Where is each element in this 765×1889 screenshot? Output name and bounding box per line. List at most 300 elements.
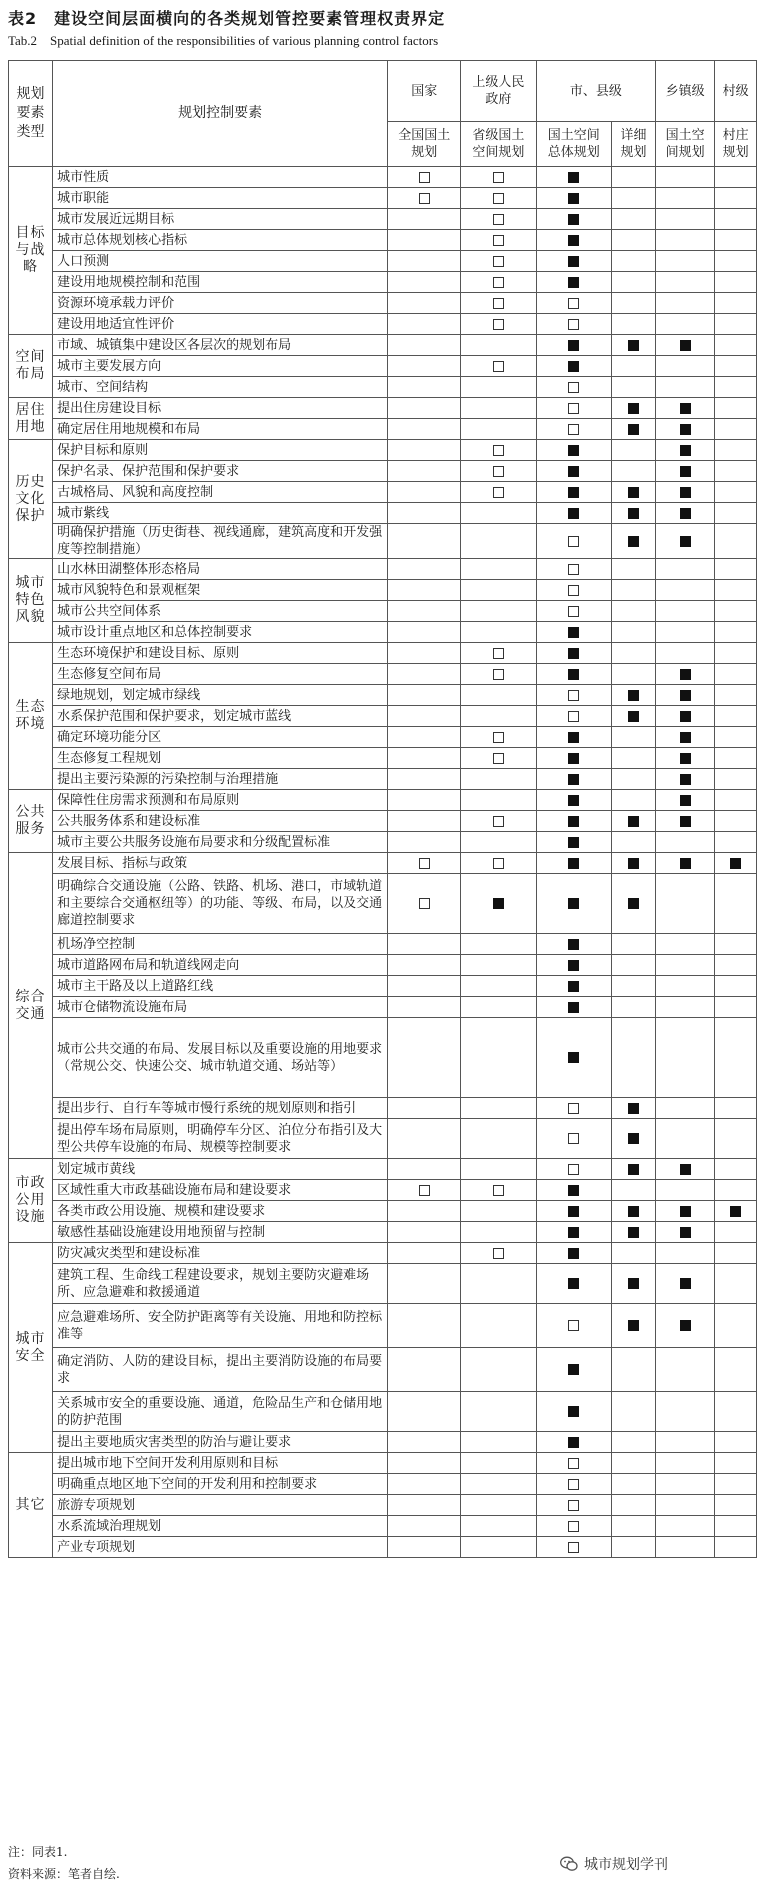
filled-square-mark bbox=[568, 1052, 579, 1063]
category-cell: 其它 bbox=[9, 1453, 53, 1558]
element-cell: 敏感性基础设施建设用地预留与控制 bbox=[53, 1222, 388, 1243]
mark-cell bbox=[536, 1392, 611, 1432]
mark-cell bbox=[461, 482, 536, 503]
mark-cell bbox=[715, 1243, 757, 1264]
element-cell: 城市、空间结构 bbox=[53, 377, 388, 398]
table-title-en: Tab.2 Spatial definition of the responsibilities of various planning control factors bbox=[8, 33, 439, 48]
mark-cell bbox=[715, 1180, 757, 1201]
mark-cell bbox=[612, 1180, 656, 1201]
element-cell: 保护目标和原则 bbox=[53, 440, 388, 461]
filled-square-mark bbox=[568, 816, 579, 827]
mark-cell bbox=[388, 335, 461, 356]
mark-cell bbox=[715, 664, 757, 685]
filled-square-mark bbox=[628, 1206, 639, 1217]
filled-square-mark bbox=[568, 193, 579, 204]
mark-cell bbox=[612, 377, 656, 398]
mark-cell bbox=[536, 1495, 611, 1516]
mark-cell bbox=[388, 811, 461, 832]
table-row bbox=[9, 1180, 757, 1201]
table-row bbox=[9, 1018, 757, 1098]
mark-cell bbox=[612, 1222, 656, 1243]
table-row bbox=[9, 874, 757, 934]
table-row bbox=[9, 209, 757, 230]
watermark-text: 城市规划学刊 bbox=[584, 1857, 668, 1873]
mark-cell bbox=[388, 706, 461, 727]
mark-cell bbox=[388, 955, 461, 976]
element-cell: 城市职能 bbox=[53, 188, 388, 209]
element-cell: 确定环境功能分区 bbox=[53, 727, 388, 748]
mark-cell bbox=[715, 685, 757, 706]
element-cell: 提出停车场布局原则，明确停车分区、泊位分布指引及大型公共停车设施的布局、规模等控制要求 bbox=[53, 1119, 388, 1159]
table-row bbox=[9, 1222, 757, 1243]
mark-cell bbox=[612, 440, 656, 461]
mark-cell bbox=[536, 832, 611, 853]
mark-cell bbox=[461, 461, 536, 482]
mark-cell bbox=[388, 934, 461, 955]
mark-cell bbox=[461, 335, 536, 356]
mark-cell bbox=[461, 1304, 536, 1348]
mark-cell bbox=[715, 293, 757, 314]
open-square-mark bbox=[568, 424, 579, 435]
mark-cell bbox=[715, 976, 757, 997]
mark-cell bbox=[656, 1098, 715, 1119]
mark-cell bbox=[656, 1537, 715, 1558]
mark-cell bbox=[656, 230, 715, 251]
mark-cell bbox=[388, 398, 461, 419]
mark-cell bbox=[656, 790, 715, 811]
mark-cell bbox=[715, 1159, 757, 1180]
mark-cell bbox=[612, 1392, 656, 1432]
mark-cell bbox=[536, 524, 611, 559]
category-cell: 城市安全 bbox=[9, 1243, 53, 1453]
element-cell: 保障性住房需求预测和布局原则 bbox=[53, 790, 388, 811]
open-square-mark bbox=[568, 298, 579, 309]
mark-cell bbox=[656, 188, 715, 209]
table-row bbox=[9, 524, 757, 559]
category-cell: 目标与战略 bbox=[9, 167, 53, 335]
open-square-mark bbox=[568, 564, 579, 575]
mark-cell bbox=[656, 1180, 715, 1201]
mark-cell bbox=[612, 1243, 656, 1264]
open-square-mark bbox=[493, 816, 504, 827]
table-row bbox=[9, 790, 757, 811]
mark-cell bbox=[388, 440, 461, 461]
filled-square-mark bbox=[628, 1133, 639, 1144]
mark-cell bbox=[715, 461, 757, 482]
mark-cell bbox=[656, 976, 715, 997]
mark-cell bbox=[536, 482, 611, 503]
filled-square-mark bbox=[568, 487, 579, 498]
mark-cell bbox=[612, 643, 656, 664]
mark-cell bbox=[536, 748, 611, 769]
mark-cell bbox=[388, 832, 461, 853]
mark-cell bbox=[461, 419, 536, 440]
element-cell: 水系保护范围和保护要求，划定城市蓝线 bbox=[53, 706, 388, 727]
element-cell: 城市发展近远期目标 bbox=[53, 209, 388, 230]
mark-cell bbox=[461, 524, 536, 559]
category-cell: 历史文化保护 bbox=[9, 440, 53, 559]
table-row bbox=[9, 664, 757, 685]
mark-cell bbox=[715, 524, 757, 559]
mark-cell bbox=[656, 1018, 715, 1098]
open-square-mark bbox=[493, 193, 504, 204]
element-cell: 确定居住用地规模和布局 bbox=[53, 419, 388, 440]
mark-cell bbox=[656, 209, 715, 230]
mark-cell bbox=[536, 1098, 611, 1119]
mark-cell bbox=[656, 601, 715, 622]
element-cell: 资源环境承载力评价 bbox=[53, 293, 388, 314]
mark-cell bbox=[388, 1018, 461, 1098]
open-square-mark bbox=[493, 256, 504, 267]
mark-cell bbox=[536, 188, 611, 209]
mark-cell bbox=[461, 440, 536, 461]
open-square-mark bbox=[568, 1103, 579, 1114]
mark-cell bbox=[388, 1201, 461, 1222]
element-cell: 明确保护措施（历史街巷、视线通廊，建筑高度和开发强度等控制措施） bbox=[53, 524, 388, 559]
filled-square-mark bbox=[568, 732, 579, 743]
element-cell: 生态修复空间布局 bbox=[53, 664, 388, 685]
mark-cell bbox=[612, 251, 656, 272]
mark-cell bbox=[461, 1243, 536, 1264]
mark-cell bbox=[536, 580, 611, 601]
mark-cell bbox=[656, 503, 715, 524]
mark-cell bbox=[388, 1348, 461, 1392]
element-cell: 城市道路网布局和轨道线网走向 bbox=[53, 955, 388, 976]
element-cell: 提出主要污染源的污染控制与治理措施 bbox=[53, 769, 388, 790]
table-row bbox=[9, 1243, 757, 1264]
mark-cell bbox=[461, 1537, 536, 1558]
open-square-mark bbox=[568, 1133, 579, 1144]
table-row bbox=[9, 727, 757, 748]
element-cell: 发展目标、指标与政策 bbox=[53, 853, 388, 874]
mark-cell bbox=[536, 601, 611, 622]
table-source: 资料来源：笔者自绘. bbox=[8, 1867, 120, 1881]
mark-cell bbox=[536, 209, 611, 230]
mark-cell bbox=[461, 706, 536, 727]
mark-cell bbox=[715, 1392, 757, 1432]
mark-cell bbox=[612, 832, 656, 853]
element-cell: 建设用地适宜性评价 bbox=[53, 314, 388, 335]
table-row bbox=[9, 769, 757, 790]
filled-square-mark bbox=[568, 939, 579, 950]
mark-cell bbox=[388, 419, 461, 440]
filled-square-mark bbox=[680, 795, 691, 806]
mark-cell bbox=[715, 356, 757, 377]
category-cell: 生态环境 bbox=[9, 643, 53, 790]
mark-cell bbox=[612, 1495, 656, 1516]
element-cell: 市域、城镇集中建设区各层次的规划布局 bbox=[53, 335, 388, 356]
mark-cell bbox=[715, 1201, 757, 1222]
mark-cell bbox=[461, 398, 536, 419]
mark-cell bbox=[461, 769, 536, 790]
open-square-mark bbox=[493, 1185, 504, 1196]
mark-cell bbox=[461, 727, 536, 748]
mark-cell bbox=[715, 1119, 757, 1159]
filled-square-mark bbox=[628, 1227, 639, 1238]
mark-cell bbox=[536, 997, 611, 1018]
table-row bbox=[9, 934, 757, 955]
mark-cell bbox=[388, 230, 461, 251]
mark-cell bbox=[536, 272, 611, 293]
mark-cell bbox=[656, 748, 715, 769]
mark-cell bbox=[536, 685, 611, 706]
open-square-mark bbox=[568, 319, 579, 330]
mark-cell bbox=[388, 622, 461, 643]
mark-cell bbox=[715, 580, 757, 601]
table-row bbox=[9, 1432, 757, 1453]
element-cell: 机场净空控制 bbox=[53, 934, 388, 955]
open-square-mark bbox=[493, 858, 504, 869]
mark-cell bbox=[388, 356, 461, 377]
filled-square-mark bbox=[568, 837, 579, 848]
mark-cell bbox=[656, 769, 715, 790]
table-row bbox=[9, 419, 757, 440]
open-square-mark bbox=[568, 536, 579, 547]
mark-cell bbox=[656, 251, 715, 272]
table-row bbox=[9, 398, 757, 419]
mark-cell bbox=[461, 1516, 536, 1537]
header-group-township: 乡镇级 bbox=[656, 61, 715, 122]
mark-cell bbox=[656, 997, 715, 1018]
mark-cell bbox=[612, 1537, 656, 1558]
mark-cell bbox=[715, 1098, 757, 1119]
element-cell: 公共服务体系和建设标准 bbox=[53, 811, 388, 832]
mark-cell bbox=[612, 790, 656, 811]
filled-square-mark bbox=[568, 1227, 579, 1238]
mark-cell bbox=[536, 230, 611, 251]
filled-square-mark bbox=[568, 172, 579, 183]
mark-cell bbox=[388, 524, 461, 559]
mark-cell bbox=[656, 955, 715, 976]
table-row bbox=[9, 685, 757, 706]
mark-cell bbox=[461, 853, 536, 874]
mark-cell bbox=[612, 1098, 656, 1119]
mark-cell bbox=[612, 1018, 656, 1098]
header-element: 规划控制要素 bbox=[53, 61, 388, 167]
table-row bbox=[9, 272, 757, 293]
filled-square-mark bbox=[680, 1227, 691, 1238]
mark-cell bbox=[388, 1432, 461, 1453]
table-row bbox=[9, 230, 757, 251]
table-title-cn: 表2 建设空间层面横向的各类规划管控要素管理权责界定 bbox=[8, 9, 446, 28]
mark-cell bbox=[656, 377, 715, 398]
mark-cell bbox=[715, 314, 757, 335]
mark-cell bbox=[536, 874, 611, 934]
wechat-icon bbox=[560, 1856, 578, 1872]
filled-square-mark bbox=[680, 487, 691, 498]
table-row bbox=[9, 559, 757, 580]
mark-cell bbox=[536, 419, 611, 440]
mark-cell bbox=[536, 706, 611, 727]
mark-cell bbox=[388, 580, 461, 601]
filled-square-mark bbox=[628, 816, 639, 827]
table-note: 注：同表1. bbox=[8, 1845, 68, 1859]
mark-cell bbox=[715, 853, 757, 874]
element-cell: 确定消防、人防的建设目标，提出主要消防设施的布局要求 bbox=[53, 1348, 388, 1392]
header-sub-provincial-plan: 省级国土空间规划 bbox=[461, 122, 536, 167]
open-square-mark bbox=[568, 403, 579, 414]
table-row bbox=[9, 580, 757, 601]
filled-square-mark bbox=[680, 424, 691, 435]
element-cell: 城市总体规划核心指标 bbox=[53, 230, 388, 251]
mark-cell bbox=[656, 398, 715, 419]
open-square-mark bbox=[568, 1320, 579, 1331]
filled-square-mark bbox=[568, 235, 579, 246]
mark-cell bbox=[656, 664, 715, 685]
mark-cell bbox=[536, 811, 611, 832]
element-cell: 提出住房建设目标 bbox=[53, 398, 388, 419]
filled-square-mark bbox=[568, 858, 579, 869]
mark-cell bbox=[715, 1537, 757, 1558]
mark-cell bbox=[612, 748, 656, 769]
mark-cell bbox=[656, 293, 715, 314]
mark-cell bbox=[715, 503, 757, 524]
filled-square-mark bbox=[680, 711, 691, 722]
filled-square-mark bbox=[568, 627, 579, 638]
mark-cell bbox=[656, 685, 715, 706]
mark-cell bbox=[388, 664, 461, 685]
mark-cell bbox=[461, 559, 536, 580]
mark-cell bbox=[461, 997, 536, 1018]
mark-cell bbox=[656, 482, 715, 503]
mark-cell bbox=[656, 811, 715, 832]
mark-cell bbox=[388, 1453, 461, 1474]
mark-cell bbox=[536, 1119, 611, 1159]
filled-square-mark bbox=[628, 536, 639, 547]
filled-square-mark bbox=[680, 690, 691, 701]
open-square-mark bbox=[568, 1164, 579, 1175]
filled-square-mark bbox=[680, 1320, 691, 1331]
mark-cell bbox=[388, 1098, 461, 1119]
open-square-mark bbox=[568, 690, 579, 701]
mark-cell bbox=[656, 934, 715, 955]
element-cell: 各类市政公用设施、规模和建设要求 bbox=[53, 1201, 388, 1222]
element-cell: 建筑工程、生命线工程建设要求，规划主要防灾避难场所、应急避难和救援通道 bbox=[53, 1264, 388, 1304]
mark-cell bbox=[715, 377, 757, 398]
mark-cell bbox=[612, 419, 656, 440]
element-cell: 城市主干路及以上道路红线 bbox=[53, 976, 388, 997]
mark-cell bbox=[715, 1495, 757, 1516]
table-row bbox=[9, 853, 757, 874]
mark-cell bbox=[536, 503, 611, 524]
mark-cell bbox=[461, 832, 536, 853]
mark-cell bbox=[612, 398, 656, 419]
mark-cell bbox=[612, 461, 656, 482]
open-square-mark bbox=[493, 1248, 504, 1259]
element-cell: 关系城市安全的重要设施、通道，危险品生产和仓储用地的防护范围 bbox=[53, 1392, 388, 1432]
mark-cell bbox=[536, 559, 611, 580]
filled-square-mark bbox=[628, 1320, 639, 1331]
mark-cell bbox=[388, 461, 461, 482]
element-cell: 产业专项规划 bbox=[53, 1537, 388, 1558]
table-row bbox=[9, 1516, 757, 1537]
mark-cell bbox=[612, 874, 656, 934]
mark-cell bbox=[656, 1474, 715, 1495]
mark-cell bbox=[388, 251, 461, 272]
filled-square-mark bbox=[568, 508, 579, 519]
filled-square-mark bbox=[680, 858, 691, 869]
filled-square-mark bbox=[568, 1002, 579, 1013]
mark-cell bbox=[388, 685, 461, 706]
mark-cell bbox=[536, 769, 611, 790]
mark-cell bbox=[388, 601, 461, 622]
mark-cell bbox=[461, 1018, 536, 1098]
mark-cell bbox=[388, 314, 461, 335]
header-group-national: 国家 bbox=[388, 61, 461, 122]
mark-cell bbox=[612, 853, 656, 874]
mark-cell bbox=[461, 874, 536, 934]
filled-square-mark bbox=[568, 669, 579, 680]
mark-cell bbox=[536, 955, 611, 976]
table-row bbox=[9, 622, 757, 643]
mark-cell bbox=[536, 643, 611, 664]
mark-cell bbox=[536, 293, 611, 314]
mark-cell bbox=[656, 1222, 715, 1243]
mark-cell bbox=[388, 1516, 461, 1537]
mark-cell bbox=[461, 1348, 536, 1392]
open-square-mark bbox=[493, 669, 504, 680]
table-row bbox=[9, 1264, 757, 1304]
mark-cell bbox=[461, 955, 536, 976]
mark-cell bbox=[388, 1119, 461, 1159]
table-row bbox=[9, 482, 757, 503]
mark-cell bbox=[656, 335, 715, 356]
mark-cell bbox=[656, 1495, 715, 1516]
open-square-mark bbox=[493, 235, 504, 246]
mark-cell bbox=[388, 293, 461, 314]
mark-cell bbox=[536, 461, 611, 482]
table-row bbox=[9, 251, 757, 272]
mark-cell bbox=[715, 748, 757, 769]
mark-cell bbox=[536, 1264, 611, 1304]
mark-cell bbox=[612, 209, 656, 230]
table-row bbox=[9, 1392, 757, 1432]
filled-square-mark bbox=[680, 340, 691, 351]
mark-cell bbox=[715, 727, 757, 748]
mark-cell bbox=[388, 976, 461, 997]
filled-square-mark bbox=[568, 277, 579, 288]
mark-cell bbox=[612, 997, 656, 1018]
filled-square-mark bbox=[628, 1103, 639, 1114]
mark-cell bbox=[536, 1537, 611, 1558]
element-cell: 保护名录、保护范围和保护要求 bbox=[53, 461, 388, 482]
mark-cell bbox=[715, 997, 757, 1018]
mark-cell bbox=[461, 188, 536, 209]
mark-cell bbox=[536, 664, 611, 685]
mark-cell bbox=[388, 1537, 461, 1558]
open-square-mark bbox=[419, 1185, 430, 1196]
table-row bbox=[9, 167, 757, 188]
mark-cell bbox=[715, 419, 757, 440]
mark-cell bbox=[461, 748, 536, 769]
mark-cell bbox=[536, 314, 611, 335]
filled-square-mark bbox=[568, 340, 579, 351]
mark-cell bbox=[612, 1304, 656, 1348]
mark-cell bbox=[656, 643, 715, 664]
mark-cell bbox=[388, 209, 461, 230]
mark-cell bbox=[612, 524, 656, 559]
mark-cell bbox=[461, 601, 536, 622]
mark-cell bbox=[715, 209, 757, 230]
mark-cell bbox=[715, 601, 757, 622]
mark-cell bbox=[715, 230, 757, 251]
mark-cell bbox=[656, 1432, 715, 1453]
mark-cell bbox=[715, 769, 757, 790]
open-square-mark bbox=[493, 298, 504, 309]
table-row bbox=[9, 293, 757, 314]
filled-square-mark bbox=[493, 898, 504, 909]
mark-cell bbox=[715, 188, 757, 209]
